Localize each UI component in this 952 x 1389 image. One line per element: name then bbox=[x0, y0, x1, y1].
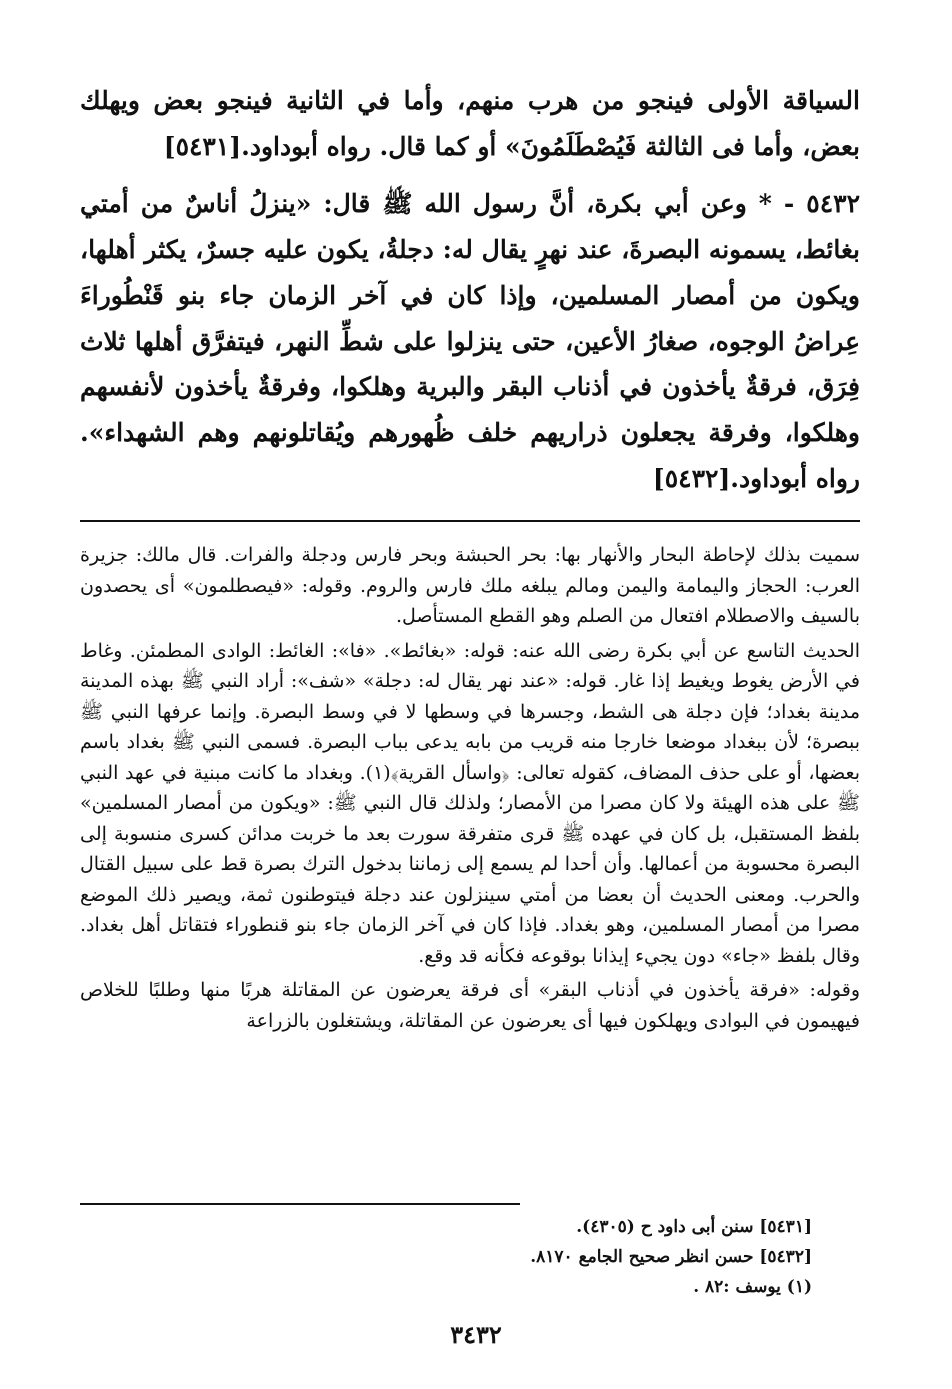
footnotes bbox=[80, 1212, 812, 1302]
commentary-paragraph: وقوله: «فرقة يأخذون في أذناب البقر» أى فرقة يعرضون عن المقاتلة هربًا منها وطلبًا للخلاص فيهيمون في البوادى ويهلكون فيها أى يعرضون عن المقاتلة، ويشتغلون بالزراعة bbox=[80, 979, 860, 1032]
paragraph-continuation: السياقة الأولى فينجو من هرب منهم، وأما في الثانية فينجو بعض ويهلك بعض، وأما فى الثالثة فَيُصْطَلَمُونَ» أو كما قال. رواه أبوداود.[٥٤٣١] bbox=[80, 86, 860, 161]
section-divider bbox=[80, 520, 860, 522]
footnote: [٥٤٣٢] حسن انظر صحيح الجامع ٨١٧٠. bbox=[530, 1247, 812, 1267]
footnote: (١) يوسف :٨٢ . bbox=[693, 1277, 812, 1297]
footnote-divider bbox=[80, 1203, 520, 1205]
page-number: ٣٤٣٢ bbox=[450, 1320, 502, 1349]
commentary-paragraph: سميت بذلك لإحاطة البحار والأنهار بها: بحر الحبشة وبحر فارس ودجلة والفرات. قال مالك: جزيرة العرب: الحجاز واليمامة واليمن ومالم يبلغه ملك فارس والروم. وقوله: «فيصطلمون» أى يحصدون بالسيف والاصطلام افتعال من الصلم وهو القطع المستأصل. bbox=[80, 544, 860, 627]
hadith-5432: ٥٤٣٢ - * وعن أبي بكرة، أنَّ رسول الله ﷺ قال: «ينزلُ أناسٌ من أمتي بغائط، يسمونه البصرةَ، عند نهرٍ يقال له: دجلةُ، يكون عليه جسرٌ، يكثر أهلها، ويكون من أمصار المسلمين، وإذا كان في آخر الزمان جاء بنو قَنْطُوراءَ عِراضُ الوجوه، صغارُ الأعين، حتى ينزلوا على شطِّ النهر، فيتفرَّق أهلها ثلاث فِرَق، فرقةٌ يأخذون في أذناب البقر والبرية وهلكوا، وفرقةٌ يأخذون لأنفسهم وهلكوا، وفرقة يجعلون ذراريهم خلف ظُهورهم ويُقاتلونهم وهم الشهداء». رواه أبوداود.[٥٤٣٢] bbox=[80, 189, 860, 493]
footnote: [٥٤٣١] سنن أبى داود ح (٤٣٠٥). bbox=[576, 1217, 812, 1237]
hadith-text bbox=[80, 78, 860, 501]
commentary-paragraph: الحديث التاسع عن أبي بكرة رضى الله عنه: قوله: «بغائط». «فا»: الغائط: الوادى المطمئن. وغاط في الأرض يغوط ويغيط إذا غار. قوله: «عند نهر يقال له: دجلة» «شف»: أراد النبي ﷺ بهذه المدينة مدينة بغداد؛ فإن دجلة هى الشط، وجسرها في وسطها لا في وسط البصرة. وإنما عرفها النبي ﷺ ببصرة؛ لأن ببغداد موضعا خارجا منه قريب من بابه يدعى بباب البصرة. فسمى النبي ﷺ بغداد باسم بعضها، أو على حذف المضاف، كقوله تعالى: ﴿واسأل القرية﴾(١). وبغداد ما كانت مبنية في عهد النبي ﷺ على هذه الهيئة ولا كان مصرا من الأمصار؛ ولذلك قال النبي ﷺ: «ويكون من أمصار المسلمين» بلفظ المستقبل، بل كان في عهده ﷺ قرى متفرقة سورت بعد ما خربت مدائن كسرى منسوبة إلى البصرة محسوبة من أعمالها. وأن أحدا لم يسمع إلى زماننا بدخول الترك بصرة قط على سبيل القتال والحرب. ومعنى الحديث أن بعضا من أمتي سينزلون عند دجلة فيتوطنون ثمة، ويصير ذلك الموضع مصرا من أمصار المسلمين، وهو بغداد. فإذا كان في آخر الزمان جاء بنو قنطوراء فتقاتل أهل بغداد. وقال بلفظ «جاء» دون يجيء إيذانا بوقوعه فكأنه قد وقع. bbox=[80, 639, 861, 967]
commentary bbox=[80, 540, 860, 1036]
